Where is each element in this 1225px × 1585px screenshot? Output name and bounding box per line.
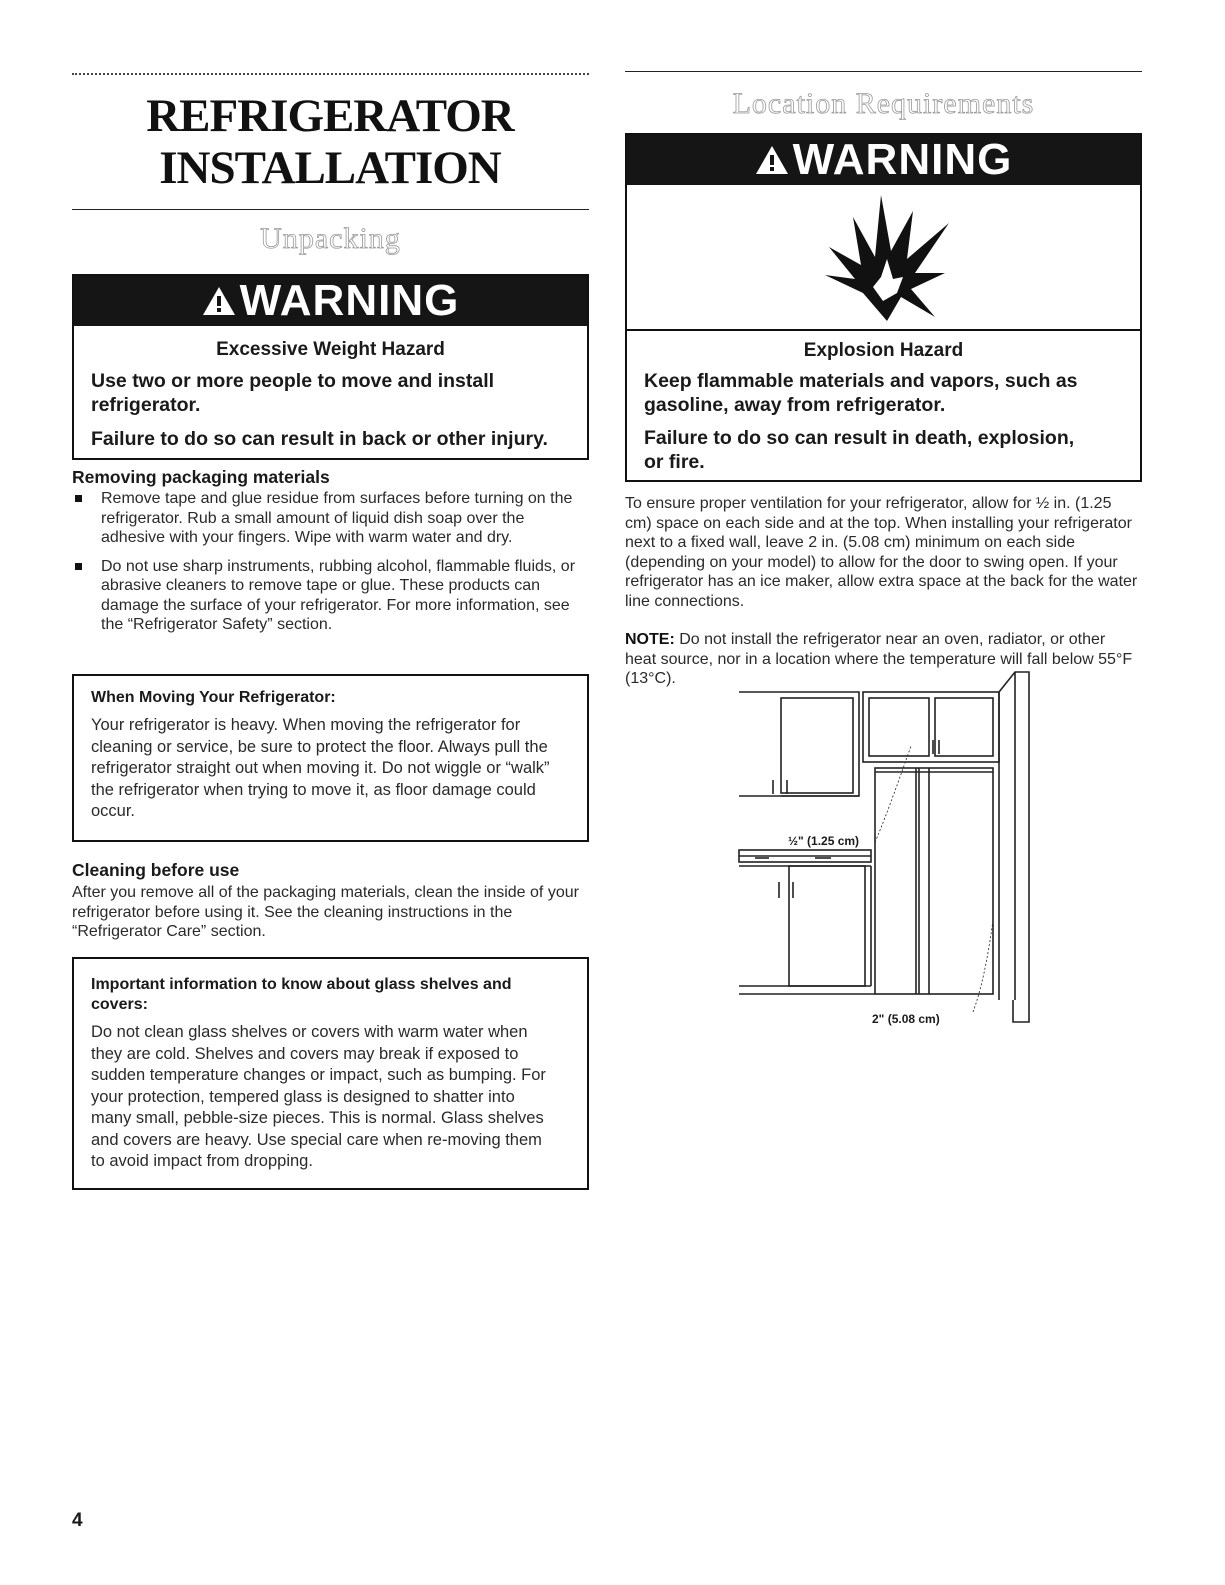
hazard-instruction: Keep flammable materials and vapors, such as gasoline, away from refrigerator. (644, 370, 1078, 416)
hazard-consequence: Failure to do so can result in death, explosion, or fire. (644, 427, 1075, 473)
ventilation-paragraph: To ensure proper ventilation for your refrigerator, allow for ½ in. (1.25 cm) space on each side and at the top. When installing your refrigerator next to a fixed wall, leave 2 in. (5.08 cm) minimum on each side (depending on your model) to allow for the door to swing open. If your refrigerator has an ice maker, allow extra space at the back for the water line connections. (625, 495, 1138, 610)
moving-info-text: Your refrigerator is heavy. When moving the refrigerator for cleaning or service, be sure to protect the floor. Always pull the refrigerator straight out when moving it. Do not wiggle or “walk” the refrigerator when trying to move it, as floor damage could occur. (91, 716, 550, 820)
explosion-warning-box (625, 133, 1142, 482)
hazard-consequence: Failure to do so can result in back or other injury. (91, 428, 548, 450)
hazard-instruction: Use two or more people to move and install refrigerator. (91, 370, 495, 416)
warning-triangle-icon (202, 285, 236, 317)
explosion-burst-icon (817, 189, 957, 325)
glass-info-text: Do not clean glass shelves or covers with warm water when they are cold. Shelves and covers may break if exposed to sudden temperature changes or impact, such as bumping. For your protection, tempered glass is designed to shatter into many small, pebble-size pieces. This is normal. Glass shelves and covers are heavy. Use special care when re-moving them to avoid impact from dropping. (91, 1023, 546, 1170)
warning-label: WARNING (239, 276, 460, 325)
location-top-rule (625, 71, 1142, 72)
warning-banner (627, 135, 1140, 185)
list-item: Do not use sharp instruments, rubbing alcohol, flammable fluids, or abrasive cleaners to remove tape or glue. These products can damage the surface of your refrigerator. For more information, see the “Refrigerator Safety” section. (72, 557, 582, 635)
location-heading: Location Requirements (732, 87, 1035, 120)
explosion-icon (627, 185, 1140, 329)
unpacking-heading: Unpacking (260, 222, 401, 255)
removing-packaging-list (72, 489, 582, 644)
two-inch-clearance-label: 2" (5.08 cm) (872, 1012, 940, 1026)
removing-packaging-heading: Removing packaging materials (72, 467, 330, 487)
warning-banner (74, 276, 587, 326)
half-inch-clearance-label: ½" (1.25 cm) (788, 834, 860, 848)
cleaning-text: After you remove all of the packaging materials, clean the inside of your refrigerator before using it. See the cleaning instructions in the “Refrigerator Care” section. (72, 884, 579, 940)
page-number: 4 (72, 1510, 83, 1531)
moving-info-title: When Moving Your Refrigerator: (91, 689, 336, 706)
installation-clearance-diagram (735, 660, 1035, 1030)
hazard-title: Excessive Weight Hazard (216, 339, 445, 360)
page-title-line1: REFRIGERATOR (146, 90, 514, 142)
cleaning-heading: Cleaning before use (72, 860, 240, 880)
list-item: Remove tape and glue residue from surfaces before turning on the refrigerator. Rub a small amount of liquid dish soap over the adhesive with your fingers. Wipe with warm water and dry. (72, 489, 582, 548)
note-text: Do not install the refrigerator near an oven, radiator, or other heat source, nor in a location where the temperature will fall below 55°F (13°C). (625, 631, 1133, 687)
glass-info-title: Important information to know about glass shelves and covers: (91, 976, 512, 1013)
weight-warning-box (72, 274, 589, 460)
page-title-line2: INSTALLATION (159, 142, 501, 194)
glass-info-box (72, 957, 589, 1190)
hazard-title: Explosion Hazard (803, 340, 964, 361)
top-dotted-rule (72, 73, 589, 75)
title-rule (72, 209, 589, 210)
moving-info-box (72, 674, 589, 842)
page-title (90, 90, 570, 194)
warning-triangle-icon (755, 144, 789, 176)
warning-label: WARNING (792, 135, 1013, 184)
note-label: NOTE: (625, 631, 675, 648)
